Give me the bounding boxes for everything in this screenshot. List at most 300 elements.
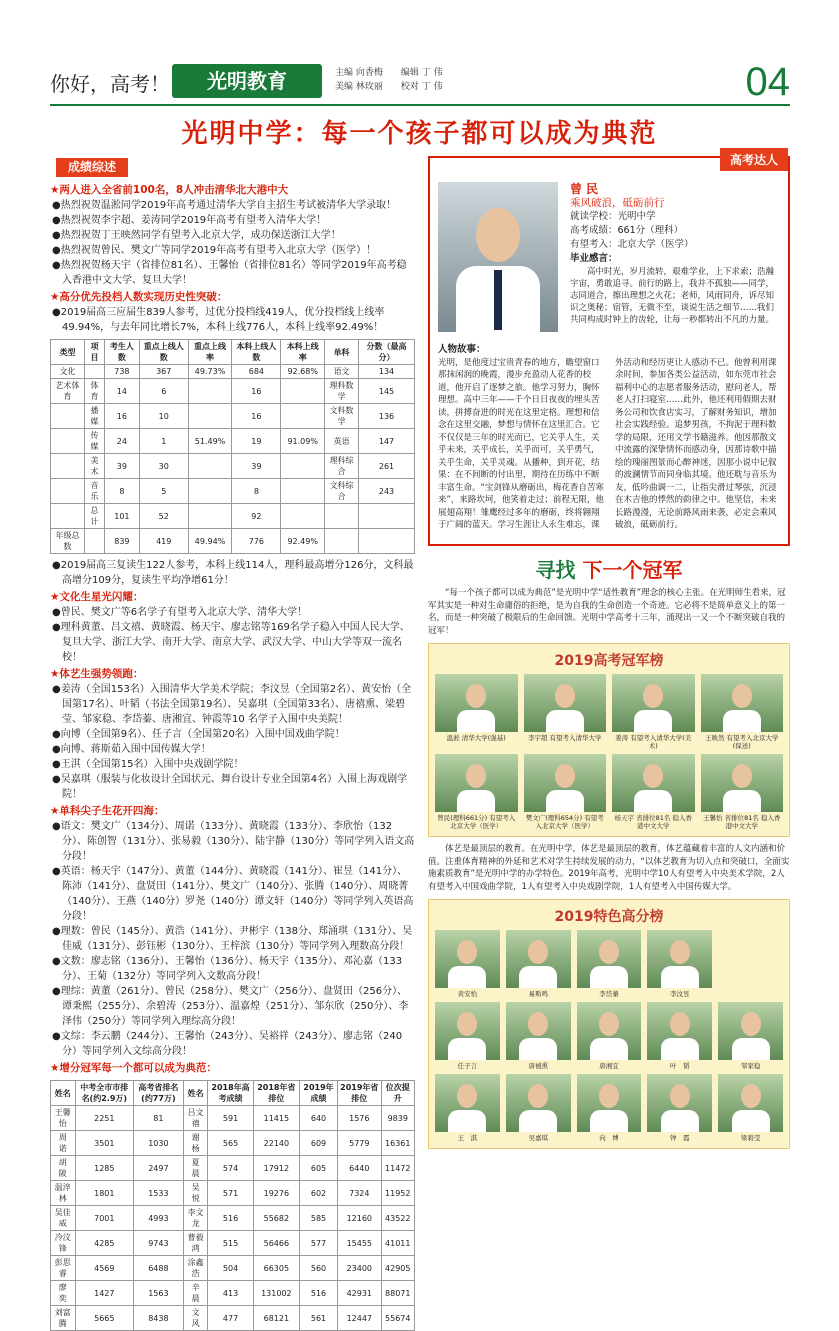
- table-cell: 4285: [75, 1231, 133, 1256]
- story-label: 人物故事：: [438, 344, 486, 355]
- student-card: [524, 754, 607, 830]
- table-cell: 15455: [338, 1231, 381, 1256]
- table-cell: 49.94%: [188, 529, 232, 554]
- table-cell: 胡 陂: [51, 1156, 76, 1181]
- table-header-cell: 单科: [325, 340, 359, 365]
- table-row: [51, 1131, 415, 1156]
- table-cell: 19276: [253, 1181, 299, 1206]
- student-photo: [506, 1074, 571, 1132]
- table-cell: 1563: [134, 1281, 184, 1306]
- table-cell: 39: [104, 454, 139, 479]
- list-item: ●文数：廖志铭（136分）、王馨怡（136分）、杨天宇（135分）、邓沁嘉（133分）、王菊（132分）等同学列入文数高分段！: [52, 956, 403, 982]
- student-caption: 梁碧莹: [740, 1134, 761, 1142]
- table-cell: 刘富腾: [51, 1306, 76, 1331]
- table-cell: 16: [104, 404, 139, 429]
- student-photo: [718, 1002, 783, 1060]
- table-cell: 602: [299, 1181, 337, 1206]
- table-cell: 101: [104, 504, 139, 529]
- table-cell: 23400: [338, 1256, 381, 1281]
- table-cell: [51, 429, 85, 454]
- table-cell: 92.49%: [281, 529, 325, 554]
- feature-panel: [428, 899, 790, 1149]
- table-cell: 574: [208, 1156, 253, 1181]
- table-cell: 美术: [84, 454, 104, 479]
- table-cell: 42931: [338, 1281, 381, 1306]
- table-cell: 17912: [253, 1156, 299, 1181]
- list-item: ●向博（全国第9名）、任子言（全国第20名）入围中国戏曲学院！: [52, 729, 345, 740]
- editor-credits: [335, 66, 443, 94]
- table-cell: 81: [134, 1106, 184, 1131]
- table-cell: 9839: [381, 1106, 414, 1131]
- table-cell: 4993: [134, 1206, 184, 1231]
- page-number: 04: [745, 60, 790, 104]
- table-cell: 640: [299, 1106, 337, 1131]
- champion-panel: [428, 643, 790, 837]
- table-row: [51, 504, 415, 529]
- table-cell: 776: [232, 529, 281, 554]
- table-cell: [359, 504, 415, 529]
- table-cell: [51, 504, 85, 529]
- table-cell: 49.73%: [188, 365, 232, 379]
- student-photo: [647, 1074, 712, 1132]
- table-header-cell: 项目: [84, 340, 104, 365]
- results-column: [50, 156, 415, 1328]
- table-cell: 彭思睿: [51, 1256, 76, 1281]
- table-cell: 2251: [75, 1106, 133, 1131]
- table-cell: 12160: [338, 1206, 381, 1231]
- student-caption: 易斯鸣: [528, 990, 548, 998]
- table-row: [51, 1231, 415, 1256]
- student-caption: 唐禧熏: [528, 1062, 548, 1070]
- table-cell: 585: [299, 1206, 337, 1231]
- student-caption: 李汶昱: [670, 990, 690, 998]
- table-header-cell: 本科上线率: [281, 340, 325, 365]
- table-cell: 136: [359, 404, 415, 429]
- student-photo: [701, 754, 784, 812]
- story-section: [438, 344, 782, 532]
- table-row: [51, 479, 415, 504]
- student-photo: [506, 930, 571, 988]
- student-caption: 唐湘宜: [599, 1062, 619, 1070]
- table-cell: 91.09%: [281, 429, 325, 454]
- table-cell: 1427: [75, 1281, 133, 1306]
- feel-text: 高中时光，岁月流转，艰难学业，上下求索；浩瀚宇宙，勇敢追寻。前行的路上，我并不孤独——同学，志同道合，擦出理想之火花；老师，风雨同舟，诉尽知识之奥秘；宿管，无微不至，谈说生活之细节……我们共同构成时钟上的齿轮，让每一秒都转出不凡的力量。: [570, 267, 775, 325]
- table-cell: [281, 454, 325, 479]
- table-cell: 55674: [381, 1306, 414, 1331]
- table-header-cell: 2019年省排位: [338, 1081, 381, 1106]
- table-cell: 12447: [338, 1306, 381, 1331]
- table-cell: 145: [359, 379, 415, 404]
- table-cell: 年级总数: [51, 529, 85, 554]
- table-cell: 68121: [253, 1306, 299, 1331]
- table-cell: 367: [139, 365, 188, 379]
- list-item: ●理科黄董、吕文禧、黄晓霞、杨天宇、廖志铭等169名学子稳入中国人民大学、复旦大学、浙江大学、南开大学、南京大学、武汉大学、中山大学等双一流名校！: [52, 622, 410, 663]
- table-cell: 52: [139, 504, 188, 529]
- student-card: [612, 674, 695, 750]
- student-card: [701, 754, 784, 830]
- table-cell: 66305: [253, 1256, 299, 1281]
- table-row: [51, 1256, 415, 1281]
- student-caption: 任子言: [457, 1062, 478, 1070]
- table-cell: 5665: [75, 1306, 133, 1331]
- list-item: ●曾民、樊文广等6名学子有望考入北京大学、清华大学！: [52, 607, 308, 618]
- table-cell: [51, 454, 85, 479]
- student-name: 曾 民: [570, 182, 599, 196]
- student-photo: [435, 930, 500, 988]
- table-cell: [281, 379, 325, 404]
- table-cell: 7324: [338, 1181, 381, 1206]
- table-cell: [84, 529, 104, 554]
- table-cell: 温淬林: [51, 1181, 76, 1206]
- list-item: ●2019届高三应届生839人参考，过优分投档线419人，优分投档线上线率49.94%，与去年同比增长7%，本科上线776人，本科上线率92.49%！: [52, 307, 385, 333]
- table-header-cell: 类型: [51, 340, 85, 365]
- champion-heading: [428, 554, 790, 583]
- table-cell: 8438: [134, 1306, 184, 1331]
- table-cell: [51, 404, 85, 429]
- student-card: [506, 1074, 571, 1142]
- student-photo: [612, 674, 695, 732]
- table-cell: 8: [232, 479, 281, 504]
- table-cell: 总计: [84, 504, 104, 529]
- highlight-heading: ★高分优先投档人数实现历史性突破：: [50, 291, 228, 303]
- table-cell: 561: [299, 1306, 337, 1331]
- table-header-cell: 本科上线人数: [232, 340, 281, 365]
- table-row: [51, 454, 415, 479]
- table-cell: 16: [232, 379, 281, 404]
- feature-column: [428, 153, 790, 1149]
- student-caption: 邹家稳: [740, 1062, 761, 1070]
- student-caption: 钟 霞: [670, 1134, 690, 1142]
- student-card: [701, 674, 784, 750]
- table-cell: 文化: [51, 365, 85, 379]
- table-cell: 1533: [134, 1181, 184, 1206]
- table-header-cell: 姓名: [183, 1081, 208, 1106]
- table-cell: 传媒: [84, 429, 104, 454]
- highlight-heading: ★单科尖子生花开四海：: [50, 805, 165, 817]
- table-cell: 辛 晨: [183, 1281, 208, 1306]
- table-cell: 56466: [253, 1231, 299, 1256]
- table-cell: 吕文禧: [183, 1106, 208, 1131]
- story-text: 光明，是他度过宝贵青春的地方，瞻望窗口那抹闲润的晚霞，漫步充盈动人花香的校道，他开启了逐梦之旅。他学习努力，胸怀理想。高中三年——千个日日夜夜的埋头苦读，拼搏奋进的时光在这里定格。理想和信念在这里交融，梦想与情怀在这里汇合。它不仅仅是三年的时光而已，它关乎人生，关乎未来，关乎成长，关乎而可，关乎勇气，关乎生命，关乎灵魂。从播种，到开花，结果：在不间断的付出里，期待在历练中不断丰富生命。“宝剑锋从磨砺出，梅花香自苦寒来”，来路坎坷，他笑着走过；前程无限，他展翅高翔！雏鹰经过多年的磨砺，终将翱翔于广阔的蓝天。学习生涯让人永生难忘，课外活动和经历更让人感动不已。他曾利用课余时间，参加各类公益活动，如东莞市社会福利中心的志愿者服务活动，慰问老人，帮老人打扫寝室……此外，他还利用假期去财务公司和饮食店实习，了解财务知识，增加社会实践经验。追梦男孩，不拘泥于理科数学的局限，还用文学书籍滋养。他因那散文中流露的深挚情怀而感动身，因那诗歌中描绘的瑰丽图景而心醉神迷，因那小说中记叙的波澜情节而同身临其境。他还耽与音乐为友，低吟曲调一二，让指尖滑过琴弦，沉浸在木吉他的悸然的韵律之中。他坚信，未来长路漫漫，无论前路风雨来袭，必定会乘风破浪，砥砺前行。: [438, 357, 777, 530]
- table-cell: 19: [232, 429, 281, 454]
- table-cell: 文 风: [183, 1306, 208, 1331]
- list-item: ●吴嘉琪（服装与化妆设计全国状元、舞台设计专业全国第4名）入围上海戏剧学院！: [52, 774, 408, 800]
- list-item: ●王淇（全国第15名）入围中央戏剧学院！: [52, 759, 244, 770]
- editor-line: 主编 向香梅 编辑 丁 伟: [335, 68, 443, 78]
- table-cell: 41011: [381, 1231, 414, 1256]
- target-field: 有望考入：北京大学（医学）: [570, 239, 694, 250]
- table-cell: 560: [299, 1256, 337, 1281]
- table-cell: 39: [232, 454, 281, 479]
- student-card: [435, 930, 500, 998]
- student-caption: 樊文广(理科654分) 有望考入北京大学（医学）: [525, 814, 604, 830]
- table-cell: 477: [208, 1306, 253, 1331]
- profile-info: [570, 182, 780, 326]
- student-card: [647, 1002, 712, 1070]
- section-tag: 成绩综述: [56, 158, 128, 177]
- table-cell: 577: [299, 1231, 337, 1256]
- table-header-cell: 考生人数: [104, 340, 139, 365]
- list-item: ●热烈祝贺温淞同学2019年高考通过清华大学自主招生考试被清华大学录取！: [52, 200, 397, 211]
- student-photo: [577, 1074, 642, 1132]
- student-card: [612, 754, 695, 830]
- student-photo: [701, 674, 784, 732]
- table-cell: 16: [232, 404, 281, 429]
- student-caption: 王映然 有望考入北京大学(保送): [704, 734, 779, 750]
- student-card: [506, 1002, 571, 1070]
- table-cell: 609: [299, 1131, 337, 1156]
- table-cell: 吴 悦: [183, 1181, 208, 1206]
- table-cell: 吴佳威: [51, 1206, 76, 1231]
- highlight-heading: ★体艺生强势领跑：: [50, 668, 144, 680]
- profile-card: [428, 153, 790, 546]
- table-cell: 738: [104, 365, 139, 379]
- table-header-cell: 重点上线率: [188, 340, 232, 365]
- table-cell: 419: [139, 529, 188, 554]
- list-item: ●语文：樊文广（134分）、周诺（133分）、黄晓霞（133分）、李欣怡（132分）、陈创智（131分）、张易毅（130分）、陆宇静（130分）等同学列入语文高分段！: [52, 821, 415, 862]
- table-cell: [51, 479, 85, 504]
- student-caption: 温淞 清华大学(强基): [446, 734, 506, 742]
- table-cell: 516: [208, 1206, 253, 1231]
- list-item: ●英语：杨天宇（147分）、黄董（144分）、黄晓霞（141分）、崔昱（141分）、陈沛（141分）、盘贤田（141分）、樊文广（140分）、张腾（140分）、周晓菁（140分）、王燕（140分）罗尧（140分）谭文轩（140分）等同学列入英语高分段！: [52, 866, 414, 922]
- brand-logo: 光明教育: [172, 64, 322, 98]
- table-cell: 134: [359, 365, 415, 379]
- table-row: [51, 1106, 415, 1131]
- header-greeting: 你好，高考！: [50, 72, 170, 96]
- student-photo: [647, 1002, 712, 1060]
- student-card: [524, 674, 607, 750]
- student-caption: 姜涛 有望考入清华大学(美术): [615, 734, 692, 750]
- student-card: [435, 754, 518, 830]
- table-cell: 839: [104, 529, 139, 554]
- table-cell: 55682: [253, 1206, 299, 1231]
- table-header-cell: 2019年成绩: [299, 1081, 337, 1106]
- table-row: [51, 1206, 415, 1231]
- table-header-cell: 高考省排名(约77万): [134, 1081, 184, 1106]
- student-photo: [718, 1074, 783, 1132]
- table-cell: 语文: [325, 365, 359, 379]
- table-cell: [188, 479, 232, 504]
- table-cell: 22140: [253, 1131, 299, 1156]
- table-cell: 131002: [253, 1281, 299, 1306]
- table-cell: 42905: [381, 1256, 414, 1281]
- table-cell: 6440: [338, 1156, 381, 1181]
- table-cell: 6488: [134, 1256, 184, 1281]
- table-header-cell: 2018年高考成绩: [208, 1081, 253, 1106]
- table-cell: 51.49%: [188, 429, 232, 454]
- student-caption: 李宇超 有望考入清华大学: [527, 734, 602, 742]
- table-cell: [281, 479, 325, 504]
- table-cell: 1285: [75, 1156, 133, 1181]
- table-cell: 14: [104, 379, 139, 404]
- table-cell: 曹毅鸿: [183, 1231, 208, 1256]
- table-cell: 43522: [381, 1206, 414, 1231]
- section-tag: 高考达人: [720, 148, 788, 171]
- table-cell: 88071: [381, 1281, 414, 1306]
- table-cell: 2497: [134, 1156, 184, 1181]
- school-field: 就读学校：光明中学: [570, 211, 656, 222]
- table-cell: 文科综合: [325, 479, 359, 504]
- table-header-cell: 分数（最高分）: [359, 340, 415, 365]
- list-item: ●文综：李云鹏（244分）、王馨怡（243分）、吴裕祥（243分）、廖志铭（240分）等同学列入文综高分段！: [52, 1031, 403, 1057]
- table-row: [51, 365, 415, 379]
- student-motto: 乘风破浪，砥砺前行: [570, 197, 665, 209]
- table-cell: 24: [104, 429, 139, 454]
- student-card: [435, 1002, 500, 1070]
- table-cell: 11472: [381, 1156, 414, 1181]
- table-cell: [325, 504, 359, 529]
- list-item: ●理综：黄董（261分）、曾民（258分）、樊文广（256分）、盘贤田（256分）、谭秉熙（255分）、余碧涛（253分）、温嘉煌（251分）、邹东欣（250分）、李泽伟（250分）等同学列入理综高分段！: [52, 986, 409, 1027]
- student-card: [718, 1074, 783, 1142]
- student-photo: [524, 754, 607, 812]
- list-item: ●热烈祝贺李宇超、姜涛同学2019年高考有望考入清华大学！: [52, 215, 327, 226]
- table-cell: 1576: [338, 1106, 381, 1131]
- score-table: [50, 339, 415, 554]
- student-card: [647, 1074, 712, 1142]
- table-cell: 1801: [75, 1181, 133, 1206]
- table-cell: 7001: [75, 1206, 133, 1231]
- table-header-cell: 姓名: [51, 1081, 76, 1106]
- student-caption: 向 博: [599, 1134, 619, 1142]
- table-cell: 11415: [253, 1106, 299, 1131]
- table-cell: 515: [208, 1231, 253, 1256]
- student-caption: 王 淇: [457, 1134, 478, 1142]
- table-cell: 冷汶锋: [51, 1231, 76, 1256]
- list-item: ●理数：曾民（145分）、黄浩（141分）、尹彬宇（138分、郑涌琪（131分）、吴佳威（131分）、彭钰彬（130分）、王梓滨（130分）等同学列入理数高分段！: [52, 926, 413, 952]
- table-cell: [84, 365, 104, 379]
- student-photo: [435, 1074, 500, 1132]
- table-cell: 11952: [381, 1181, 414, 1206]
- feature-grid: [435, 930, 783, 1142]
- table-cell: 理科数学: [325, 379, 359, 404]
- table-row: [51, 429, 415, 454]
- table-cell: 夏 晨: [183, 1156, 208, 1181]
- table-cell: 5: [139, 479, 188, 504]
- student-card: [435, 1074, 500, 1142]
- page-header: [50, 60, 790, 105]
- student-photo: [647, 930, 712, 988]
- student-caption: 曾民(理科661分) 有望考入北京大学（医学）: [437, 814, 516, 830]
- table-cell: [359, 529, 415, 554]
- student-caption: 黄安怡: [457, 990, 478, 998]
- student-photo: [577, 930, 642, 988]
- table-header-cell: 中考全市市排名(约2.9万): [75, 1081, 133, 1106]
- table-cell: 16361: [381, 1131, 414, 1156]
- student-card: [647, 930, 712, 998]
- table-cell: 廖 奕: [51, 1281, 76, 1306]
- table-row: [51, 379, 415, 404]
- table-cell: 147: [359, 429, 415, 454]
- table-cell: 4569: [75, 1256, 133, 1281]
- table-cell: 体育: [84, 379, 104, 404]
- student-card: [577, 930, 642, 998]
- student-caption: 杨天宇 省排位81名 稳入香港中文大学: [614, 814, 692, 830]
- table-cell: [281, 504, 325, 529]
- table-cell: 30: [139, 454, 188, 479]
- student-photo: [524, 674, 607, 732]
- list-item: ●热烈祝贺丁王映然同学有望考入北京大学，成功保送浙江大学！: [52, 230, 341, 241]
- table-cell: 504: [208, 1256, 253, 1281]
- table-cell: 565: [208, 1131, 253, 1156]
- table-cell: 6: [139, 379, 188, 404]
- table-cell: 1030: [134, 1131, 184, 1156]
- student-photo: [435, 674, 518, 732]
- table-header-cell: 2018年省排位: [253, 1081, 299, 1106]
- table-cell: [188, 379, 232, 404]
- student-card: [577, 1002, 642, 1070]
- table-cell: 周 诺: [51, 1131, 76, 1156]
- student-caption: 王馨怡 省排位81名 稳入香港中文大学: [703, 814, 781, 830]
- table-cell: 英语: [325, 429, 359, 454]
- student-card: [435, 674, 518, 750]
- score-field: 高考成绩：661分（理科）: [570, 225, 684, 236]
- student-photo: [577, 1002, 642, 1060]
- table-cell: 1: [139, 429, 188, 454]
- edu-text: 体艺是最顶层的教育。在光明中学，体艺是最顶层的教育，体艺蕴藏着丰富的人文内涵和价值。注重体育精神的外延和艺术对学生持续发展的动力，“以体艺教育为切入点和突破口，全面实施素质教育”是光明中学的办学特色。2019年高考，光明中学10人有望考入中央美术学院，2人有望考入中国戏曲学院，1人有望考入中央戏剧学院，1人有望考入中国传媒大学。: [428, 844, 790, 892]
- table-cell: [281, 404, 325, 429]
- table-row: [51, 529, 415, 554]
- highlight-heading: ★两人进入全省前100名，8人冲击清华北大港中大: [50, 184, 289, 196]
- intro-text: “每一个孩子都可以成为典范”是光明中学“适性教育”理念的核心主张。在光明师生看来，冠军其实是一种对生命庸俗的拒绝，是为自我的生命创造一个奇迹。它必将不是简单意义上的第一名，而是一种突破了极限后的生命回馈。光明中学高考十三年，涌现出一又一个不断突破自我的冠军！: [428, 588, 786, 636]
- table-cell: 243: [359, 479, 415, 504]
- champion-grid: [435, 674, 783, 830]
- highlight-heading: ★增分冠军每一个都可以成为典范：: [50, 1062, 217, 1074]
- student-photo: [435, 1002, 500, 1060]
- table-cell: 音乐: [84, 479, 104, 504]
- table-header-cell: 位次提升: [381, 1081, 414, 1106]
- table-cell: 理科综合: [325, 454, 359, 479]
- table-cell: 605: [299, 1156, 337, 1181]
- table-cell: 播媒: [84, 404, 104, 429]
- table-cell: [325, 529, 359, 554]
- table-cell: 李文龙: [183, 1206, 208, 1231]
- feel-label: 毕业感言：: [570, 253, 618, 264]
- table-cell: 谢 杨: [183, 1131, 208, 1156]
- student-photo: [506, 1002, 571, 1060]
- list-item: ●向博、蒋斯茹入围中国传媒大学！: [52, 744, 211, 755]
- champion-heading-a: 寻找: [535, 558, 576, 582]
- student-photo: [435, 754, 518, 812]
- table-cell: 涂鑫浩: [183, 1256, 208, 1281]
- champion-heading-b: 下一个冠军: [582, 558, 683, 582]
- table-cell: 261: [359, 454, 415, 479]
- student-caption: 叶 韬: [670, 1062, 690, 1070]
- table-row: [51, 1306, 415, 1331]
- table-cell: 684: [232, 365, 281, 379]
- table-cell: 92: [232, 504, 281, 529]
- panel-title: 2019高考冠军榜: [554, 653, 664, 669]
- highlight-heading: ★文化生星光闪耀：: [50, 591, 144, 603]
- student-photo: [438, 182, 558, 332]
- table-cell: 516: [299, 1281, 337, 1306]
- panel-title: 2019特色高分榜: [554, 909, 664, 925]
- table-cell: 文科数学: [325, 404, 359, 429]
- editor-line: 美编 林玫丽 校对 丁 伟: [335, 82, 443, 92]
- list-item: ●热烈祝贺曾民、樊文广等同学2019年高考有望考入北京大学（医学）！: [52, 245, 377, 256]
- student-photo: [612, 754, 695, 812]
- table-cell: 10: [139, 404, 188, 429]
- header-divider: [50, 104, 790, 106]
- list-item: ●热烈祝贺杨天宇（省排位81名）、王馨怡（省排位81名）等同学2019年高考稳入香港中文大学、复旦大学！: [52, 260, 407, 286]
- table-cell: 571: [208, 1181, 253, 1206]
- student-caption: 李岱蓁: [599, 990, 619, 998]
- list-item: ●2019届高三复读生122人参考，本科上线114人，理科最高增分126分，文科最高增分109分，复读生平均净增61分！: [52, 560, 414, 586]
- table-cell: [188, 454, 232, 479]
- table-cell: 5779: [338, 1131, 381, 1156]
- page-title: 光明中学：每一个孩子都可以成为典范: [181, 119, 658, 149]
- table-row: [51, 404, 415, 429]
- student-card: [577, 1074, 642, 1142]
